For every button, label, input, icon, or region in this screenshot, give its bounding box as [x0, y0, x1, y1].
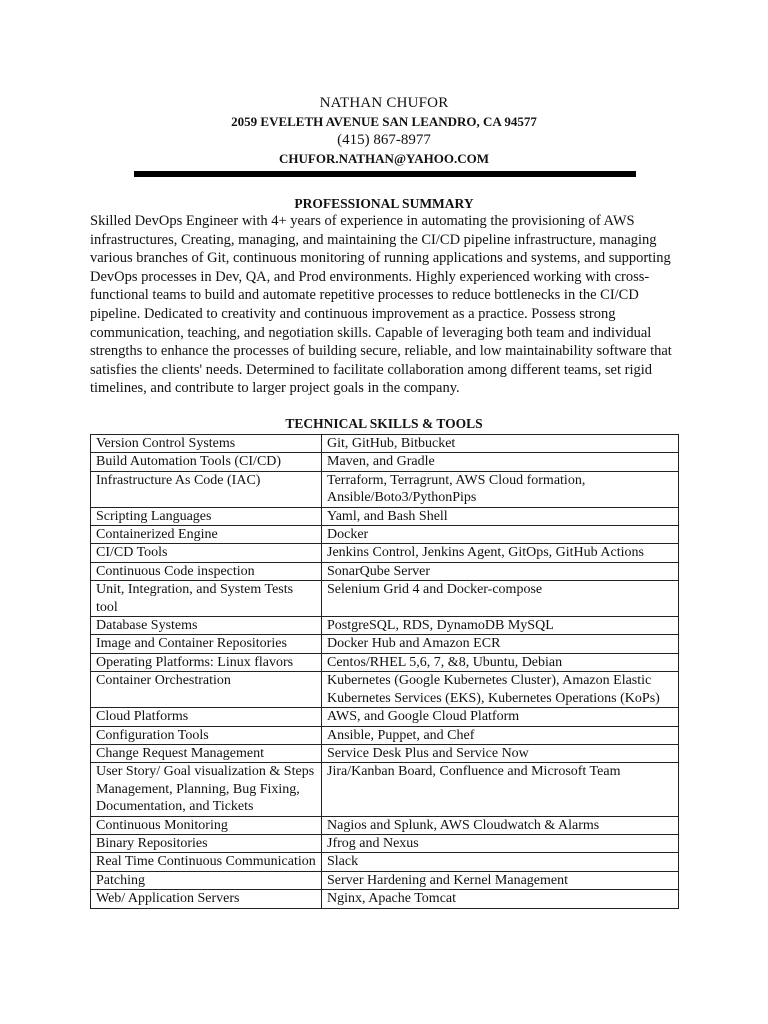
skills-heading: TECHNICAL SKILLS & TOOLS	[285, 416, 483, 431]
skills-row	[91, 763, 679, 816]
skill-tools: Selenium Grid 4 and Docker-compose	[322, 581, 679, 617]
skills-row	[91, 653, 679, 671]
skill-tools: Nginx, Apache Tomcat	[322, 890, 679, 908]
skills-row	[91, 562, 679, 580]
skills-row	[91, 890, 679, 908]
skills-table-body	[91, 435, 679, 909]
skill-tools: Terraform, Terragrunt, AWS Cloud formation, Ansible/Boto3/PythonPips	[322, 471, 679, 507]
skills-row	[91, 816, 679, 834]
skill-tools: Maven, and Gradle	[322, 453, 679, 471]
skill-category: Image and Container Repositories	[91, 635, 322, 653]
skill-category: CI/CD Tools	[91, 544, 322, 562]
skills-row	[91, 453, 679, 471]
skill-category: Real Time Continuous Communication	[91, 853, 322, 871]
skill-category: Infrastructure As Code (IAC)	[91, 471, 322, 507]
skill-category: Unit, Integration, and System Tests tool	[91, 581, 322, 617]
skill-tools: Server Hardening and Kernel Management	[322, 871, 679, 889]
skill-category: Cloud Platforms	[91, 708, 322, 726]
skill-category: Version Control Systems	[91, 435, 322, 453]
skill-tools: Docker Hub and Amazon ECR	[322, 635, 679, 653]
skill-category: Change Request Management	[91, 744, 322, 762]
skills-row	[91, 635, 679, 653]
summary-paragraph: Skilled DevOps Engineer with 4+ years of experience in automating the provisioning of AWS infrastructures, Creating, managing, and maintaining the CI/CD pipeline infrastructure, managing various branches of Git, continuous monitoring of running applications and systems, and supporting DevOps processes in Dev, QA, and Prod environments. Highly experienced working with cross-functional teams to build and automate repetitive processes to reduce bottlenecks in the CI/CD pipeline. Dedicated to creativity and continuous improvement as a practice. Possess strong communication, teaching, and negotiation skills. Capable of leveraging both team and individual strengths to enhance the processes of building secure, reliable, and low maintainability software that satisfies the clients' needs. Determined to facilitate collaboration among different teams, set rigid timelines, and contribute to larger project goals in the company.	[90, 213, 672, 397]
skill-tools: Slack	[322, 853, 679, 871]
skills-table	[90, 434, 679, 909]
skills-row	[91, 581, 679, 617]
skill-category: Database Systems	[91, 617, 322, 635]
skills-row	[91, 744, 679, 762]
skill-tools: Centos/RHEL 5,6, 7, &8, Ubuntu, Debian	[322, 653, 679, 671]
skill-category: Web/ Application Servers	[91, 890, 322, 908]
skill-category: Scripting Languages	[91, 507, 322, 525]
skill-tools: SonarQube Server	[322, 562, 679, 580]
skills-row	[91, 708, 679, 726]
skill-tools: Service Desk Plus and Service Now	[322, 744, 679, 762]
skill-tools: AWS, and Google Cloud Platform	[322, 708, 679, 726]
skills-row	[91, 871, 679, 889]
skill-category: Patching	[91, 871, 322, 889]
candidate-email: CHUFOR.NATHAN@YAHOO.COM	[279, 151, 489, 166]
skill-tools: Docker	[322, 526, 679, 544]
candidate-phone: (415) 867-8977	[337, 132, 431, 148]
skill-category: User Story/ Goal visualization & Steps Management, Planning, Bug Fixing, Documentation, and Tickets	[91, 763, 322, 816]
skills-row	[91, 726, 679, 744]
skill-tools: Nagios and Splunk, AWS Cloudwatch & Alarms	[322, 816, 679, 834]
skill-tools: Yaml, and Bash Shell	[322, 507, 679, 525]
skill-category: Build Automation Tools (CI/CD)	[91, 453, 322, 471]
skill-category: Operating Platforms: Linux flavors	[91, 653, 322, 671]
header-divider	[134, 171, 636, 177]
skill-tools: Jira/Kanban Board, Confluence and Microsoft Team	[322, 763, 679, 816]
skill-category: Continuous Monitoring	[91, 816, 322, 834]
skill-tools: Jfrog and Nexus	[322, 834, 679, 852]
skill-category: Binary Repositories	[91, 834, 322, 852]
resume-header	[0, 93, 768, 168]
candidate-address: 2059 EVELETH AVENUE SAN LEANDRO, CA 94577	[231, 114, 537, 129]
summary-heading: PROFESSIONAL SUMMARY	[294, 196, 474, 211]
skills-row	[91, 435, 679, 453]
skills-row	[91, 672, 679, 708]
skills-row	[91, 834, 679, 852]
skill-tools: Git, GitHub, Bitbucket	[322, 435, 679, 453]
skills-row	[91, 526, 679, 544]
skill-tools: Jenkins Control, Jenkins Agent, GitOps, GitHub Actions	[322, 544, 679, 562]
skill-category: Containerized Engine	[91, 526, 322, 544]
candidate-name: NATHAN CHUFOR	[319, 95, 449, 111]
skill-category: Continuous Code inspection	[91, 562, 322, 580]
skills-row	[91, 507, 679, 525]
skills-row	[91, 544, 679, 562]
skill-category: Container Orchestration	[91, 672, 322, 708]
skills-row	[91, 617, 679, 635]
skill-tools: PostgreSQL, RDS, DynamoDB MySQL	[322, 617, 679, 635]
skill-tools: Kubernetes (Google Kubernetes Cluster), Amazon Elastic Kubernetes Services (EKS), Kubernetes Operations (KoPs)	[322, 672, 679, 708]
skill-category: Configuration Tools	[91, 726, 322, 744]
skill-tools: Ansible, Puppet, and Chef	[322, 726, 679, 744]
skills-row	[91, 471, 679, 507]
skills-row	[91, 853, 679, 871]
